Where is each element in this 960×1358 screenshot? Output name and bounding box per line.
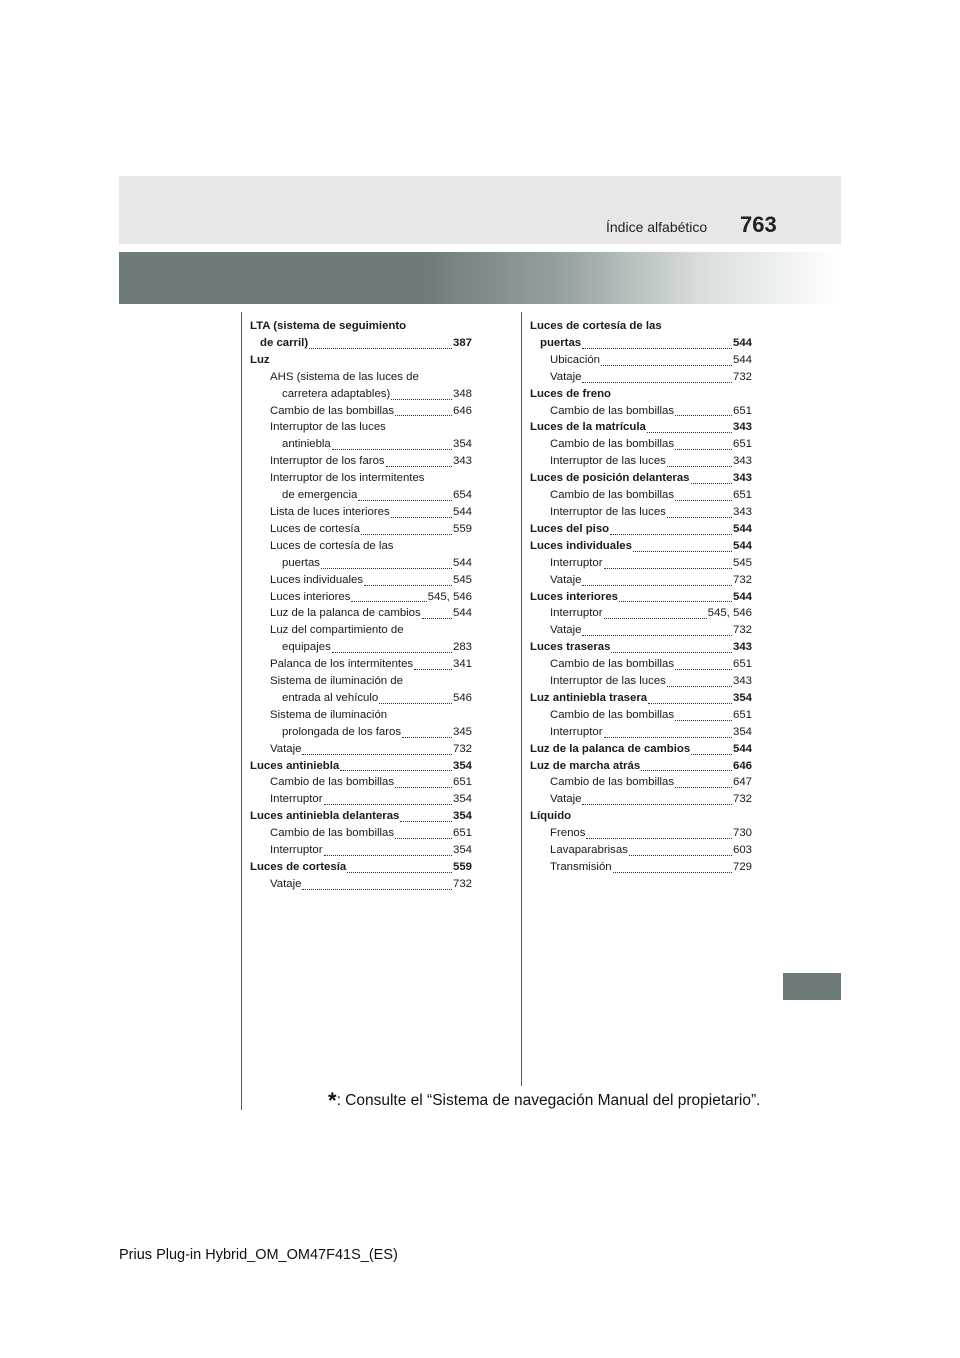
index-entry-label: Cambio de las bombillas xyxy=(550,438,675,451)
dot-leader xyxy=(332,449,452,450)
index-entry xyxy=(530,622,752,639)
dot-leader xyxy=(309,348,452,349)
index-entry-page: 544 xyxy=(732,522,752,535)
dot-leader xyxy=(302,754,452,755)
index-entry-label: Interruptor de los intermitentes xyxy=(270,472,425,485)
dot-leader xyxy=(667,686,732,687)
index-entry-label: entrada al vehículo xyxy=(282,691,379,704)
index-entry-label: Cambio de las bombillas xyxy=(550,404,675,417)
index-entry-page: 732 xyxy=(732,573,752,586)
index-entry-page: 343 xyxy=(732,455,752,468)
index-entry xyxy=(530,605,752,622)
index-entry xyxy=(530,369,752,386)
dot-leader xyxy=(582,585,732,586)
index-entry-label: Interruptor xyxy=(270,793,323,806)
index-entry-label: Ubicación xyxy=(550,353,601,366)
dot-leader xyxy=(402,737,452,738)
index-entry-label: AHS (sistema de las luces de xyxy=(270,370,419,383)
index-entry-page: 341 xyxy=(452,658,472,671)
dot-leader xyxy=(604,618,707,619)
index-entry xyxy=(250,419,472,436)
dot-leader xyxy=(386,466,452,467)
dot-leader xyxy=(400,821,452,822)
index-entry xyxy=(530,521,752,538)
index-entry-page: 354 xyxy=(452,759,472,772)
index-entry-label: Luz de marcha atrás xyxy=(530,759,641,772)
index-entry-label: Vataje xyxy=(550,573,582,586)
index-entry xyxy=(250,876,472,893)
index-entry-page: 730 xyxy=(732,827,752,840)
index-entry-label: Vataje xyxy=(270,742,302,755)
index-entry-page: 732 xyxy=(732,624,752,637)
index-entry-label: Interruptor xyxy=(550,556,603,569)
index-entry xyxy=(250,453,472,470)
index-entry-label: Luces de freno xyxy=(530,387,612,400)
index-entry xyxy=(250,639,472,656)
index-entry xyxy=(530,673,752,690)
index-entry-label: Luces traseras xyxy=(530,641,611,654)
index-entry xyxy=(250,352,472,369)
dot-leader xyxy=(358,500,452,501)
dot-leader xyxy=(629,855,732,856)
header-gradient-bar xyxy=(119,252,841,304)
index-entry xyxy=(530,825,752,842)
dot-leader xyxy=(324,804,452,805)
index-entry-page: 354 xyxy=(732,725,752,738)
index-entry-page: 729 xyxy=(732,861,752,873)
dot-leader xyxy=(647,432,732,433)
index-entry-label: Luces individuales xyxy=(270,573,364,586)
index-entry-page: 651 xyxy=(452,827,472,840)
page-number: 763 xyxy=(740,212,777,237)
index-entry-page: 651 xyxy=(732,438,752,451)
column-divider xyxy=(521,312,522,1086)
index-entry-label: Luz de la palanca de cambios xyxy=(530,742,691,755)
index-entry xyxy=(250,825,472,842)
index-entry-page: 343 xyxy=(732,675,752,688)
index-entry xyxy=(530,842,752,859)
index-entry xyxy=(530,656,752,673)
dot-leader xyxy=(675,415,732,416)
index-entry-page: 651 xyxy=(732,658,752,671)
index-entry xyxy=(530,724,752,741)
footnote-text: : Consulte el “Sistema de navegación Manual del propietario”. xyxy=(336,1092,761,1109)
index-entry-label: puertas xyxy=(540,336,582,349)
index-entry xyxy=(250,521,472,538)
index-entry xyxy=(530,859,752,876)
index-entry xyxy=(530,504,752,521)
index-entry-page: 545 xyxy=(732,556,752,569)
index-entry xyxy=(530,808,752,825)
index-entry-page: 544 xyxy=(452,505,472,518)
dot-leader xyxy=(691,754,732,755)
index-entry xyxy=(250,386,472,403)
dot-leader xyxy=(613,872,732,873)
dot-leader xyxy=(582,635,732,636)
index-entry-page: 544 xyxy=(732,353,752,366)
index-entry-label: Luz antiniebla trasera xyxy=(530,691,648,704)
dot-leader xyxy=(395,415,452,416)
index-column-right xyxy=(530,318,752,876)
index-entry xyxy=(530,791,752,808)
index-entry-page: 343 xyxy=(732,421,752,434)
index-entry-label: equipajes xyxy=(282,641,331,654)
index-entry-page: 545, 546 xyxy=(707,607,752,620)
index-entry xyxy=(250,318,472,335)
index-entry xyxy=(250,605,472,622)
index-entry-page: 544 xyxy=(452,556,472,569)
index-entry xyxy=(250,791,472,808)
index-entry-label: Interruptor de los faros xyxy=(270,455,385,468)
index-entry xyxy=(250,572,472,589)
index-entry-label: Luces antiniebla delanteras xyxy=(250,810,400,823)
index-entry xyxy=(250,589,472,606)
index-entry xyxy=(530,690,752,707)
index-entry xyxy=(250,470,472,487)
index-entry-label: Cambio de las bombillas xyxy=(550,658,675,671)
index-entry-page: 559 xyxy=(452,861,472,873)
dot-leader xyxy=(395,787,452,788)
dot-leader xyxy=(414,669,452,670)
index-entry xyxy=(530,741,752,758)
index-entry-page: 345 xyxy=(452,725,472,738)
index-entry xyxy=(250,555,472,572)
index-entry xyxy=(250,758,472,775)
index-entry-label: puertas xyxy=(282,556,320,569)
index-entry-page: 646 xyxy=(732,759,752,772)
index-entry-label: Sistema de iluminación de xyxy=(270,675,403,688)
index-entry-page: 651 xyxy=(452,776,472,789)
index-entry xyxy=(250,724,472,741)
index-entry-label: Interruptor de las luces xyxy=(550,675,666,688)
index-entry-page: 544 xyxy=(732,539,752,552)
index-entry-page: 343 xyxy=(732,641,752,654)
index-entry-label: antiniebla xyxy=(282,438,331,451)
index-entry xyxy=(250,538,472,555)
index-entry xyxy=(250,673,472,690)
index-entry-label: Interruptor xyxy=(270,844,323,857)
index-entry-label: de emergencia xyxy=(282,489,358,502)
dot-leader xyxy=(379,703,452,704)
index-entry-page: 354 xyxy=(732,691,752,704)
dot-leader xyxy=(648,703,732,704)
section-title: Índice alfabético xyxy=(606,219,708,235)
index-entry-page: 343 xyxy=(732,472,752,485)
index-entry xyxy=(250,369,472,386)
index-entry xyxy=(530,436,752,453)
index-entry-page: 651 xyxy=(732,404,752,417)
index-entry-label: Sistema de iluminación xyxy=(270,708,388,721)
index-entry xyxy=(250,403,472,420)
index-entry-page: 544 xyxy=(732,590,752,603)
index-entry-label: prolongada de los faros xyxy=(282,725,402,738)
index-entry xyxy=(250,487,472,504)
index-entry xyxy=(530,419,752,436)
index-entry xyxy=(250,707,472,724)
dot-leader xyxy=(675,669,732,670)
index-entry-page: 544 xyxy=(732,742,752,755)
index-entry xyxy=(530,639,752,656)
dot-leader xyxy=(691,483,732,484)
dot-leader xyxy=(675,500,732,501)
dot-leader xyxy=(321,568,452,569)
index-entry-label: Interruptor de las luces xyxy=(550,505,666,518)
header-band xyxy=(119,176,841,244)
index-entry-label: Luces interiores xyxy=(270,590,351,603)
index-entry xyxy=(530,335,752,352)
index-entry xyxy=(530,707,752,724)
index-entry xyxy=(530,572,752,589)
index-entry-page: 654 xyxy=(452,489,472,502)
index-entry-label: Luz de la palanca de cambios xyxy=(270,607,421,620)
index-entry xyxy=(530,453,752,470)
section-tab xyxy=(783,973,841,1000)
index-entry xyxy=(530,774,752,791)
footnote-marker: * xyxy=(328,1088,337,1113)
index-entry-label: Cambio de las bombillas xyxy=(550,776,675,789)
index-entry xyxy=(250,436,472,453)
dot-leader xyxy=(675,449,732,450)
index-entry-page: 544 xyxy=(732,336,752,349)
index-entry xyxy=(250,859,472,876)
index-entry xyxy=(250,335,472,352)
document-id: Prius Plug-in Hybrid_OM_OM47F41S_(ES) xyxy=(119,1247,398,1263)
index-entry-label: Cambio de las bombillas xyxy=(270,827,395,840)
index-entry-label: Vataje xyxy=(270,877,302,890)
index-entry-label: Luces de posición delanteras xyxy=(530,472,690,485)
index-entry-label: Líquido xyxy=(530,810,572,823)
index-entry-page: 647 xyxy=(732,776,752,789)
index-entry xyxy=(250,656,472,673)
index-entry-label: Cambio de las bombillas xyxy=(550,708,675,721)
footnote xyxy=(328,1088,760,1114)
index-entry-page: 732 xyxy=(452,877,472,890)
dot-leader xyxy=(619,601,732,602)
left-margin-rule xyxy=(241,312,242,1110)
dot-leader xyxy=(641,770,732,771)
dot-leader xyxy=(332,652,452,653)
index-entry xyxy=(530,758,752,775)
index-entry-page: 387 xyxy=(452,336,472,349)
index-entry-label: Palanca de los intermitentes xyxy=(270,658,414,671)
index-entry xyxy=(530,589,752,606)
dot-leader xyxy=(361,534,452,535)
index-entry-label: Cambio de las bombillas xyxy=(550,489,675,502)
index-entry-page: 651 xyxy=(732,708,752,721)
index-entry-page: 343 xyxy=(732,505,752,518)
index-entry-page: 651 xyxy=(732,489,752,502)
index-entry xyxy=(250,622,472,639)
index-entry-label: carretera adaptables) xyxy=(282,387,391,400)
dot-leader xyxy=(324,855,452,856)
dot-leader xyxy=(351,601,426,602)
index-column-left xyxy=(250,318,472,893)
dot-leader xyxy=(391,517,452,518)
dot-leader xyxy=(586,838,732,839)
index-entry-page: 544 xyxy=(452,607,472,620)
dot-leader xyxy=(675,787,732,788)
index-entry-label: Cambio de las bombillas xyxy=(270,404,395,417)
dot-leader xyxy=(422,618,452,619)
index-entry-label: Luces de cortesía xyxy=(250,861,347,873)
index-entry-page: 732 xyxy=(452,742,472,755)
dot-leader xyxy=(601,365,732,366)
index-entry-page: 343 xyxy=(452,455,472,468)
index-entry-page: 283 xyxy=(452,641,472,654)
index-entry-page: 732 xyxy=(732,793,752,806)
index-entry-page: 354 xyxy=(452,438,472,451)
index-entry xyxy=(250,842,472,859)
index-entry-label: Transmisión xyxy=(550,861,612,873)
index-entry xyxy=(530,538,752,555)
index-entry-label: Luces de la matrícula xyxy=(530,421,646,434)
dot-leader xyxy=(582,804,732,805)
index-entry-label: Cambio de las bombillas xyxy=(270,776,395,789)
dot-leader xyxy=(604,737,732,738)
index-entry-page: 646 xyxy=(452,404,472,417)
index-entry-label: Luces de cortesía de las xyxy=(530,320,662,332)
index-entry-page: 603 xyxy=(732,844,752,857)
index-entry xyxy=(250,808,472,825)
index-entry-label: Interruptor de las luces xyxy=(550,455,666,468)
dot-leader xyxy=(667,517,732,518)
index-entry-page: 732 xyxy=(732,370,752,383)
dot-leader xyxy=(391,399,452,400)
index-entry xyxy=(250,774,472,791)
index-entry-page: 559 xyxy=(452,522,472,535)
index-entry-page: 354 xyxy=(452,810,472,823)
index-entry-label: de carril) xyxy=(260,336,309,349)
index-entry xyxy=(530,470,752,487)
index-entry-label: Lista de luces interiores xyxy=(270,505,390,518)
index-entry xyxy=(530,318,752,335)
dot-leader xyxy=(302,889,452,890)
index-entry-label: Frenos xyxy=(550,827,586,840)
index-entry-label: Luces individuales xyxy=(530,539,632,552)
index-entry xyxy=(530,487,752,504)
index-entry-label: Luces de cortesía xyxy=(270,522,360,535)
index-entry-page: 354 xyxy=(452,844,472,857)
index-entry-label: Luz del compartimiento de xyxy=(270,624,404,637)
index-entry xyxy=(530,386,752,403)
index-entry-label: Luz xyxy=(250,353,270,366)
index-entry-page: 348 xyxy=(452,387,472,400)
index-entry-page: 546 xyxy=(452,691,472,704)
dot-leader xyxy=(340,770,452,771)
index-entry-label: Interruptor de las luces xyxy=(270,421,386,434)
index-entry-label: Lavaparabrisas xyxy=(550,844,628,857)
dot-leader xyxy=(633,551,732,552)
index-entry xyxy=(530,403,752,420)
index-entry-label: Luces del piso xyxy=(530,522,610,535)
dot-leader xyxy=(395,838,452,839)
index-entry xyxy=(250,741,472,758)
index-entry-label: Luces de cortesía de las xyxy=(270,539,394,552)
dot-leader xyxy=(604,568,732,569)
index-entry xyxy=(250,504,472,521)
dot-leader xyxy=(582,382,732,383)
index-entry xyxy=(530,555,752,572)
index-entry-label: Vataje xyxy=(550,370,582,383)
index-entry-label: Vataje xyxy=(550,793,582,806)
index-entry-page: 545, 546 xyxy=(427,590,472,603)
dot-leader xyxy=(582,348,732,349)
dot-leader xyxy=(364,585,452,586)
dot-leader xyxy=(611,652,732,653)
dot-leader xyxy=(667,466,732,467)
index-entry-label: Luces antiniebla xyxy=(250,759,340,772)
index-entry-label: Luces interiores xyxy=(530,590,618,603)
index-entry-page: 354 xyxy=(452,793,472,806)
index-entry-page: 545 xyxy=(452,573,472,586)
dot-leader xyxy=(675,720,732,721)
index-entry-label: Vataje xyxy=(550,624,582,637)
dot-leader xyxy=(347,872,452,873)
dot-leader xyxy=(610,534,732,535)
index-entry-label: LTA (sistema de seguimiento xyxy=(250,320,407,332)
index-entry xyxy=(250,690,472,707)
index-entry-label: Interruptor xyxy=(550,607,603,620)
index-entry xyxy=(530,352,752,369)
index-entry-label: Interruptor xyxy=(550,725,603,738)
